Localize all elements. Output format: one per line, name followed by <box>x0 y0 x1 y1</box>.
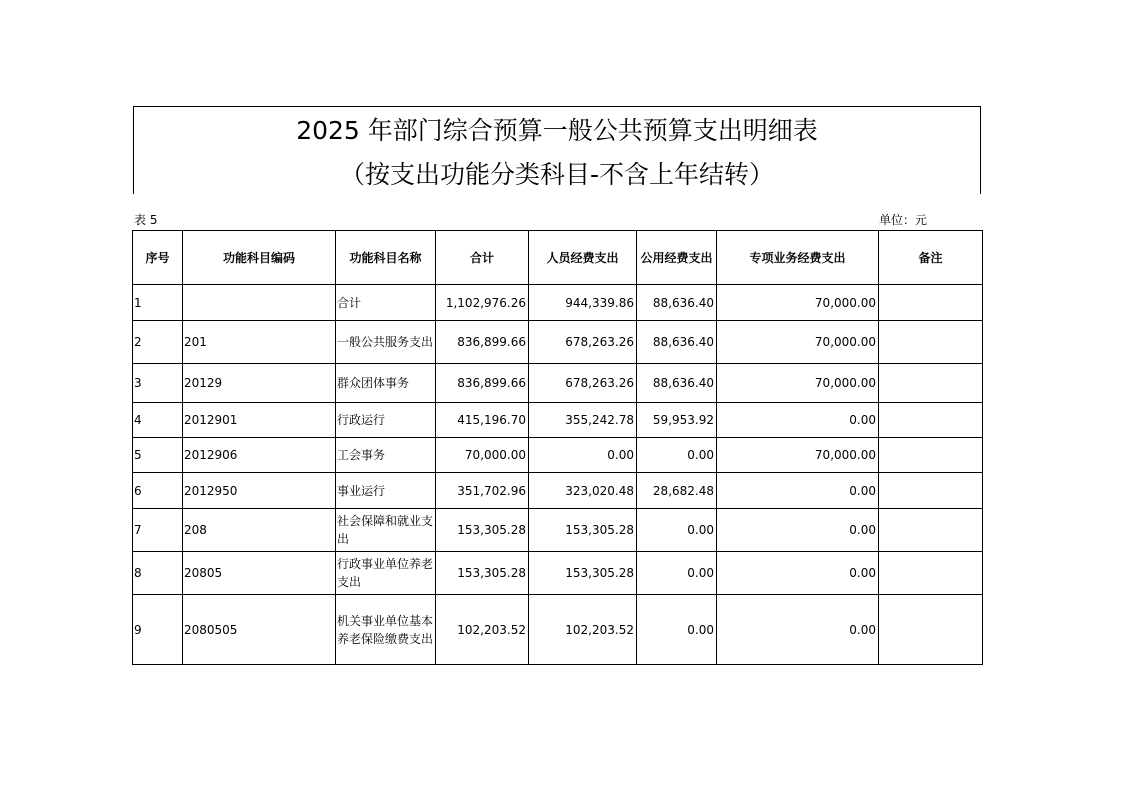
cell-note <box>879 473 983 509</box>
cell-code: 20129 <box>183 364 336 403</box>
cell-note <box>879 552 983 595</box>
cell-special: 70,000.00 <box>717 321 879 364</box>
title-box <box>133 106 981 194</box>
cell-code: 2012906 <box>183 438 336 473</box>
cell-public: 59,953.92 <box>637 403 717 438</box>
cell-total: 153,305.28 <box>436 509 529 552</box>
cell-code <box>183 285 336 321</box>
cell-personnel: 0.00 <box>529 438 637 473</box>
cell-special: 0.00 <box>717 595 879 665</box>
col-header-total: 合计 <box>436 231 529 285</box>
cell-public: 0.00 <box>637 552 717 595</box>
table-row <box>133 552 983 595</box>
table-number: 表 5 <box>134 213 158 227</box>
header-row <box>133 231 983 285</box>
table-row <box>133 364 983 403</box>
cell-total: 351,702.96 <box>436 473 529 509</box>
cell-code: 2012901 <box>183 403 336 438</box>
cell-no: 6 <box>133 473 183 509</box>
col-header-note: 备注 <box>879 231 983 285</box>
cell-special: 0.00 <box>717 552 879 595</box>
cell-personnel: 153,305.28 <box>529 552 637 595</box>
cell-personnel: 153,305.28 <box>529 509 637 552</box>
cell-note <box>879 509 983 552</box>
cell-public: 0.00 <box>637 595 717 665</box>
cell-special: 70,000.00 <box>717 364 879 403</box>
cell-note <box>879 321 983 364</box>
cell-name: 机关事业单位基本养老保险缴费支出 <box>336 595 436 665</box>
cell-code: 208 <box>183 509 336 552</box>
table-row <box>133 321 983 364</box>
cell-special: 70,000.00 <box>717 438 879 473</box>
cell-name: 一般公共服务支出 <box>336 321 436 364</box>
cell-name: 行政事业单位养老支出 <box>336 552 436 595</box>
cell-special: 70,000.00 <box>717 285 879 321</box>
table-row <box>133 595 983 665</box>
cell-public: 28,682.48 <box>637 473 717 509</box>
cell-personnel: 678,263.26 <box>529 321 637 364</box>
table-row <box>133 438 983 473</box>
cell-name: 工会事务 <box>336 438 436 473</box>
cell-note <box>879 285 983 321</box>
page-title: 2025 年部门综合预算一般公共预算支出明细表 <box>296 116 818 145</box>
cell-code: 2080505 <box>183 595 336 665</box>
cell-special: 0.00 <box>717 473 879 509</box>
cell-no: 8 <box>133 552 183 595</box>
col-header-no: 序号 <box>133 231 183 285</box>
cell-total: 102,203.52 <box>436 595 529 665</box>
cell-total: 153,305.28 <box>436 552 529 595</box>
cell-name: 事业运行 <box>336 473 436 509</box>
cell-name: 社会保障和就业支出 <box>336 509 436 552</box>
cell-special: 0.00 <box>717 403 879 438</box>
cell-no: 2 <box>133 321 183 364</box>
col-header-code: 功能科目编码 <box>183 231 336 285</box>
cell-personnel: 944,339.86 <box>529 285 637 321</box>
cell-note <box>879 403 983 438</box>
unit-label: 单位：元 <box>879 213 928 227</box>
col-header-public: 公用经费支出 <box>637 231 717 285</box>
cell-no: 9 <box>133 595 183 665</box>
cell-no: 4 <box>133 403 183 438</box>
cell-no: 1 <box>133 285 183 321</box>
cell-note <box>879 595 983 665</box>
cell-total: 415,196.70 <box>436 403 529 438</box>
cell-name: 合计 <box>336 285 436 321</box>
cell-public: 88,636.40 <box>637 364 717 403</box>
cell-no: 7 <box>133 509 183 552</box>
cell-total: 1,102,976.26 <box>436 285 529 321</box>
col-header-personnel: 人员经费支出 <box>529 231 637 285</box>
cell-no: 5 <box>133 438 183 473</box>
cell-no: 3 <box>133 364 183 403</box>
table-row <box>133 403 983 438</box>
expenditure-table <box>132 230 983 665</box>
cell-total: 836,899.66 <box>436 321 529 364</box>
cell-personnel: 102,203.52 <box>529 595 637 665</box>
cell-code: 201 <box>183 321 336 364</box>
cell-code: 20805 <box>183 552 336 595</box>
cell-public: 0.00 <box>637 509 717 552</box>
cell-note <box>879 438 983 473</box>
cell-public: 88,636.40 <box>637 285 717 321</box>
cell-personnel: 678,263.26 <box>529 364 637 403</box>
page-subtitle: （按支出功能分类科目-不含上年结转） <box>339 160 775 189</box>
col-header-name: 功能科目名称 <box>336 231 436 285</box>
cell-note <box>879 364 983 403</box>
cell-name: 行政运行 <box>336 403 436 438</box>
cell-name: 群众团体事务 <box>336 364 436 403</box>
cell-public: 88,636.40 <box>637 321 717 364</box>
col-header-special: 专项业务经费支出 <box>717 231 879 285</box>
cell-total: 70,000.00 <box>436 438 529 473</box>
cell-personnel: 323,020.48 <box>529 473 637 509</box>
cell-personnel: 355,242.78 <box>529 403 637 438</box>
table-row <box>133 285 983 321</box>
cell-special: 0.00 <box>717 509 879 552</box>
cell-total: 836,899.66 <box>436 364 529 403</box>
cell-code: 2012950 <box>183 473 336 509</box>
cell-public: 0.00 <box>637 438 717 473</box>
table-row <box>133 509 983 552</box>
table-row <box>133 473 983 509</box>
